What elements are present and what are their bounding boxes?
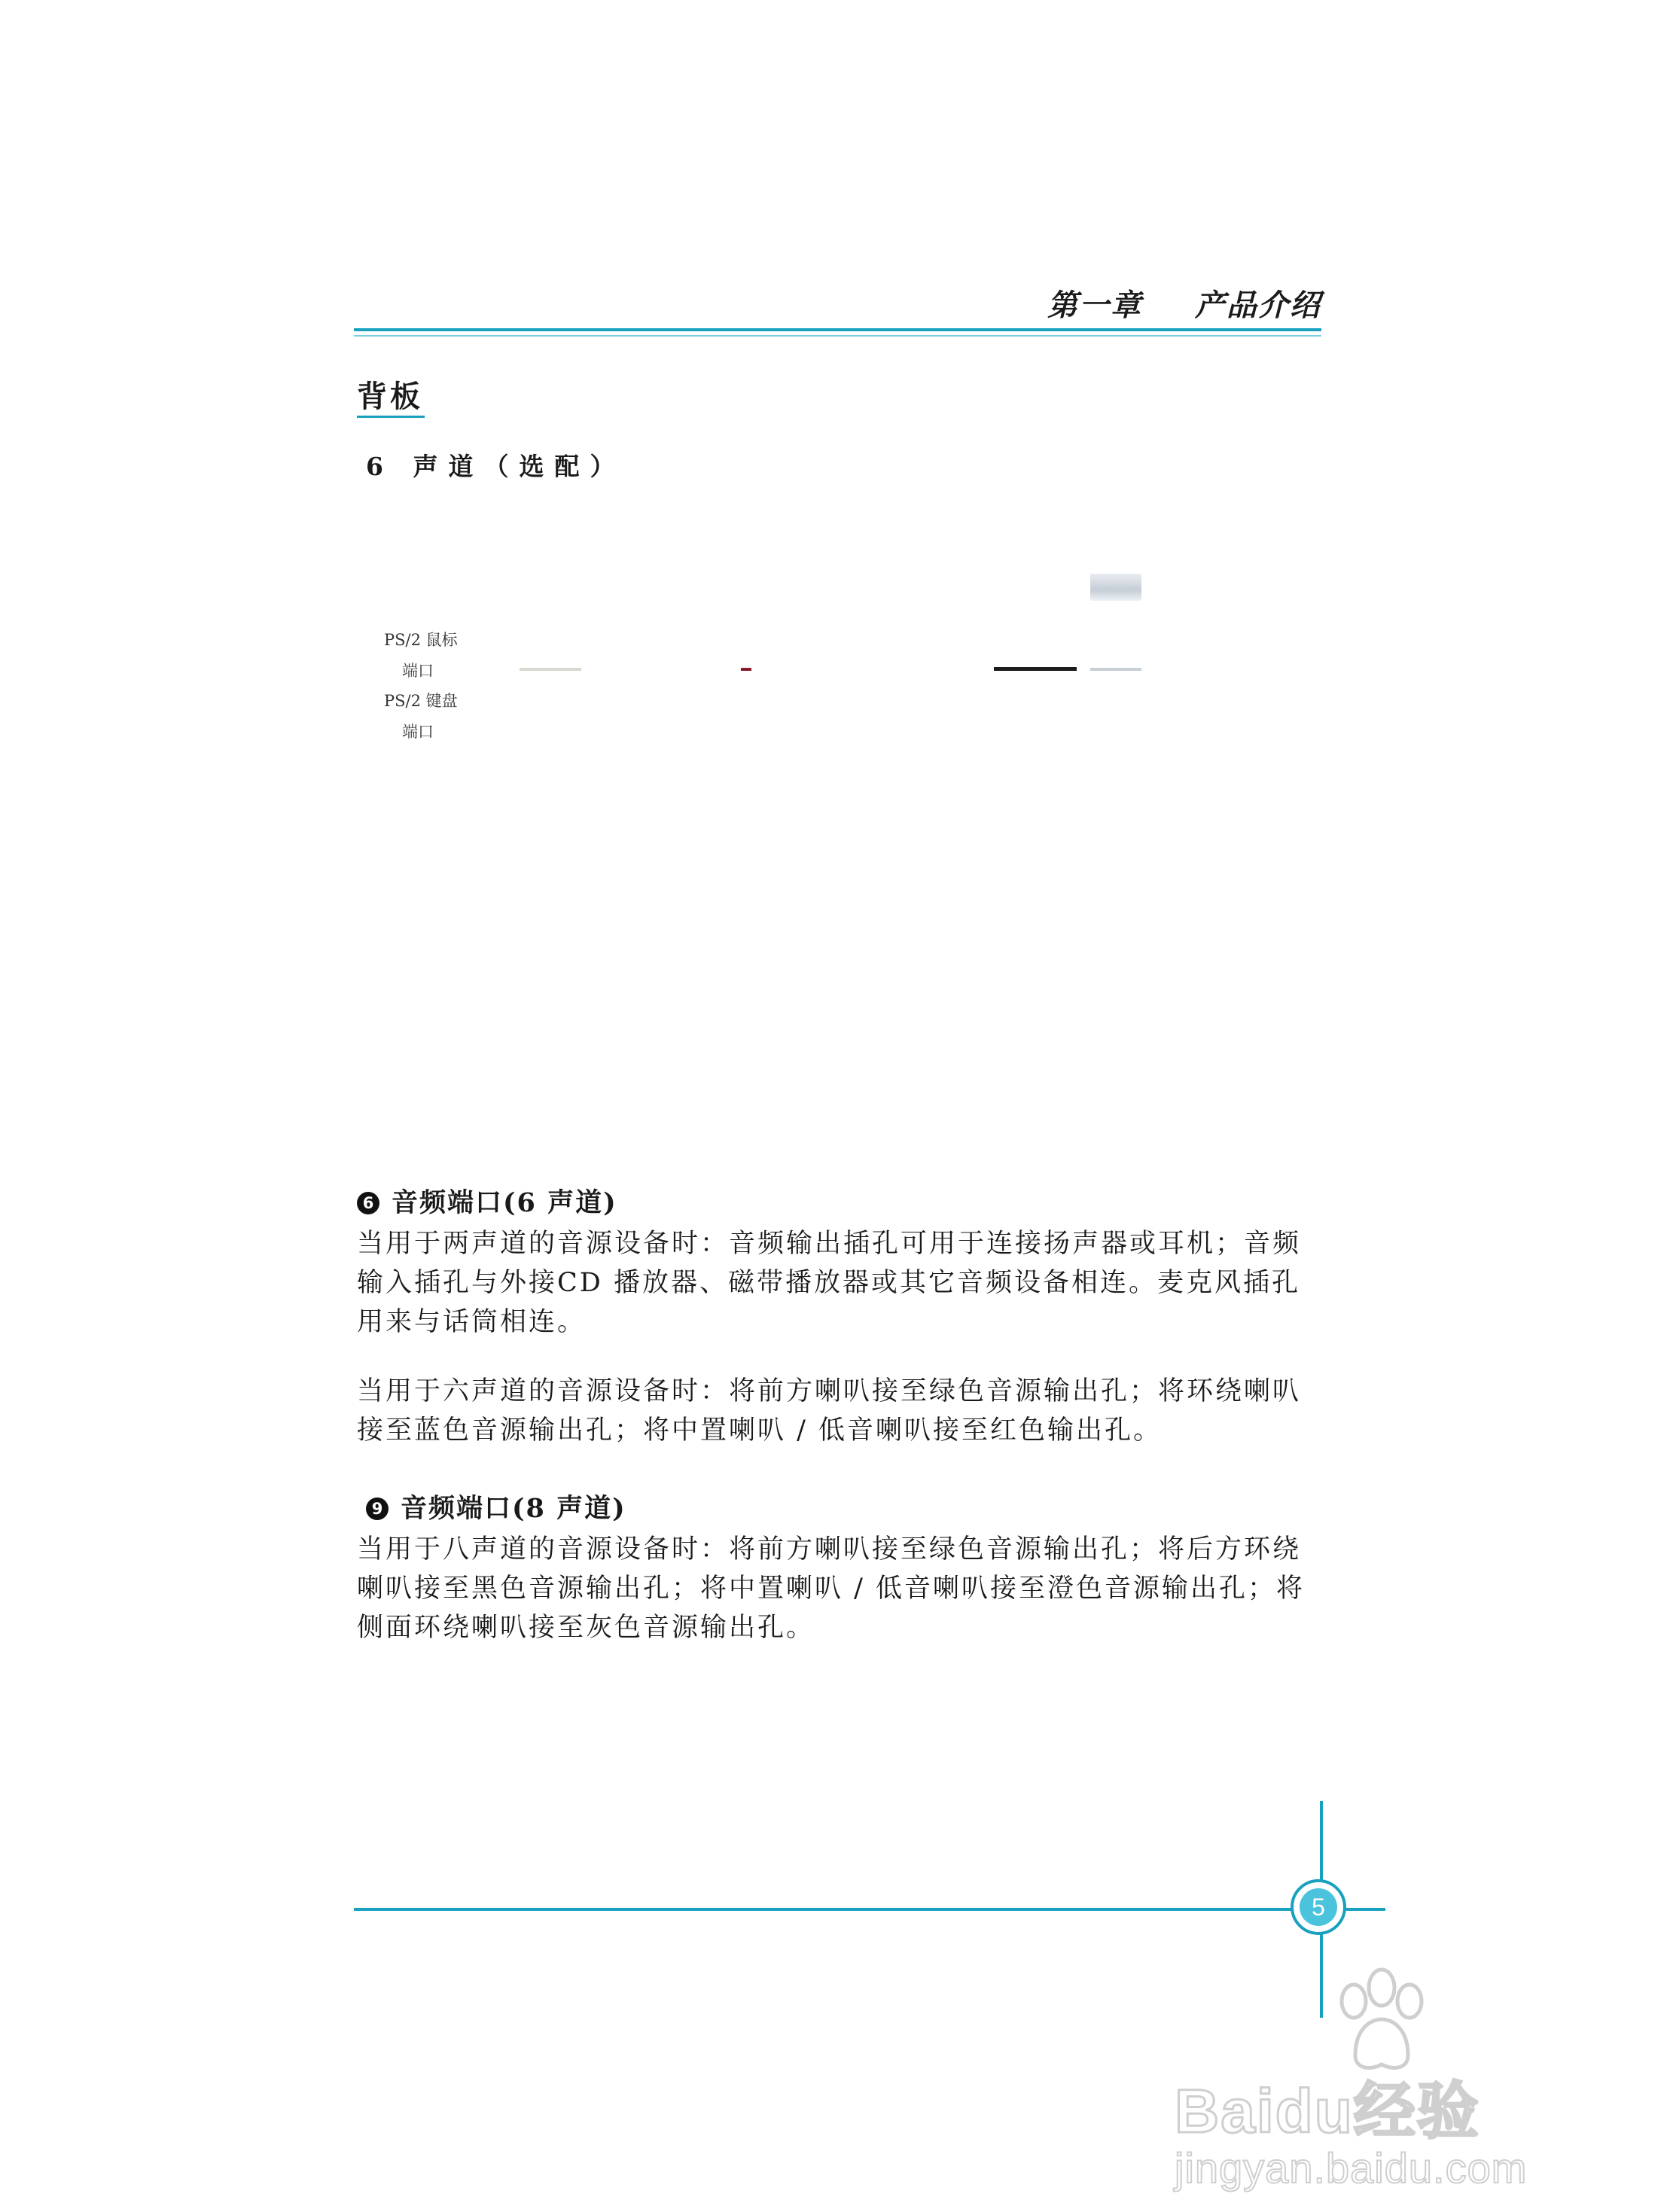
- number-badge-icon: 9: [366, 1498, 389, 1520]
- header-rule: [354, 328, 1321, 331]
- connector-fragment: [741, 668, 751, 671]
- port-thumbnail: [1090, 574, 1141, 601]
- audio8-heading: [366, 1489, 626, 1528]
- audio6-heading: [357, 1184, 617, 1223]
- audio8-heading-text: 音频端口(8 声道): [401, 1493, 626, 1524]
- paw-logo-icon: [1325, 1965, 1438, 2078]
- ps2-keyboard-label: PS/2 键盘: [384, 692, 458, 710]
- baidu-watermark: [1175, 1965, 1581, 2191]
- ps2-mouse-label-port: 端口: [402, 662, 434, 680]
- connector-fragment: [1090, 668, 1141, 671]
- audio8-paragraph: 当用于八声道的音源设备时：将前方喇叭接至绿色音源输出孔；将后方环绕喇叭接至黑色音源输出孔；将中置喇叭 / 低音喇叭接至澄色音源输出孔；将侧面环绕喇叭接至灰色音源输出孔。: [357, 1534, 1306, 1643]
- ps2-mouse-label: PS/2 鼠标: [384, 631, 458, 649]
- section-title: 背板: [357, 379, 423, 414]
- chapter-title: 产品介绍: [1195, 288, 1321, 323]
- chapter-header: [354, 283, 1321, 328]
- page-number: 5: [1300, 1888, 1337, 1926]
- header-rule-thin: [354, 335, 1321, 337]
- watermark-brand: Baidu经验: [1175, 2077, 1480, 2146]
- page-number-badge: [1291, 1879, 1346, 1935]
- connector-fragment: [994, 667, 1077, 671]
- back-panel-figure: [354, 557, 1321, 753]
- chapter-number: 第一章: [1047, 288, 1142, 323]
- audio6-paragraph-six-channel: 当用于六声道的音源设备时：将前方喇叭接至绿色音源输出孔；将环绕喇叭接至蓝色音源输出孔；将中置喇叭 / 低音喇叭接至红色输出孔。: [357, 1376, 1302, 1446]
- audio6-paragraph-stereo: 当用于两声道的音源设备时：音频输出插孔可用于连接扬声器或耳机；音频输入插孔与外接CD 播放器、磁带播放器或其它音频设备相连。麦克风插孔用来与话筒相连。: [357, 1229, 1302, 1337]
- watermark-url: jingyan.baidu.com: [1175, 2144, 1528, 2192]
- number-badge-icon: 6: [357, 1192, 379, 1214]
- audio6-heading-text: 音频端口(6 声道): [392, 1187, 617, 1218]
- section-title-underline: [357, 416, 425, 418]
- connector-fragment: [520, 668, 581, 671]
- footer-rule: [354, 1908, 1385, 1911]
- ps2-keyboard-label-port: 端口: [402, 723, 434, 741]
- section-subtitle: 6 声道（选配）: [366, 452, 626, 481]
